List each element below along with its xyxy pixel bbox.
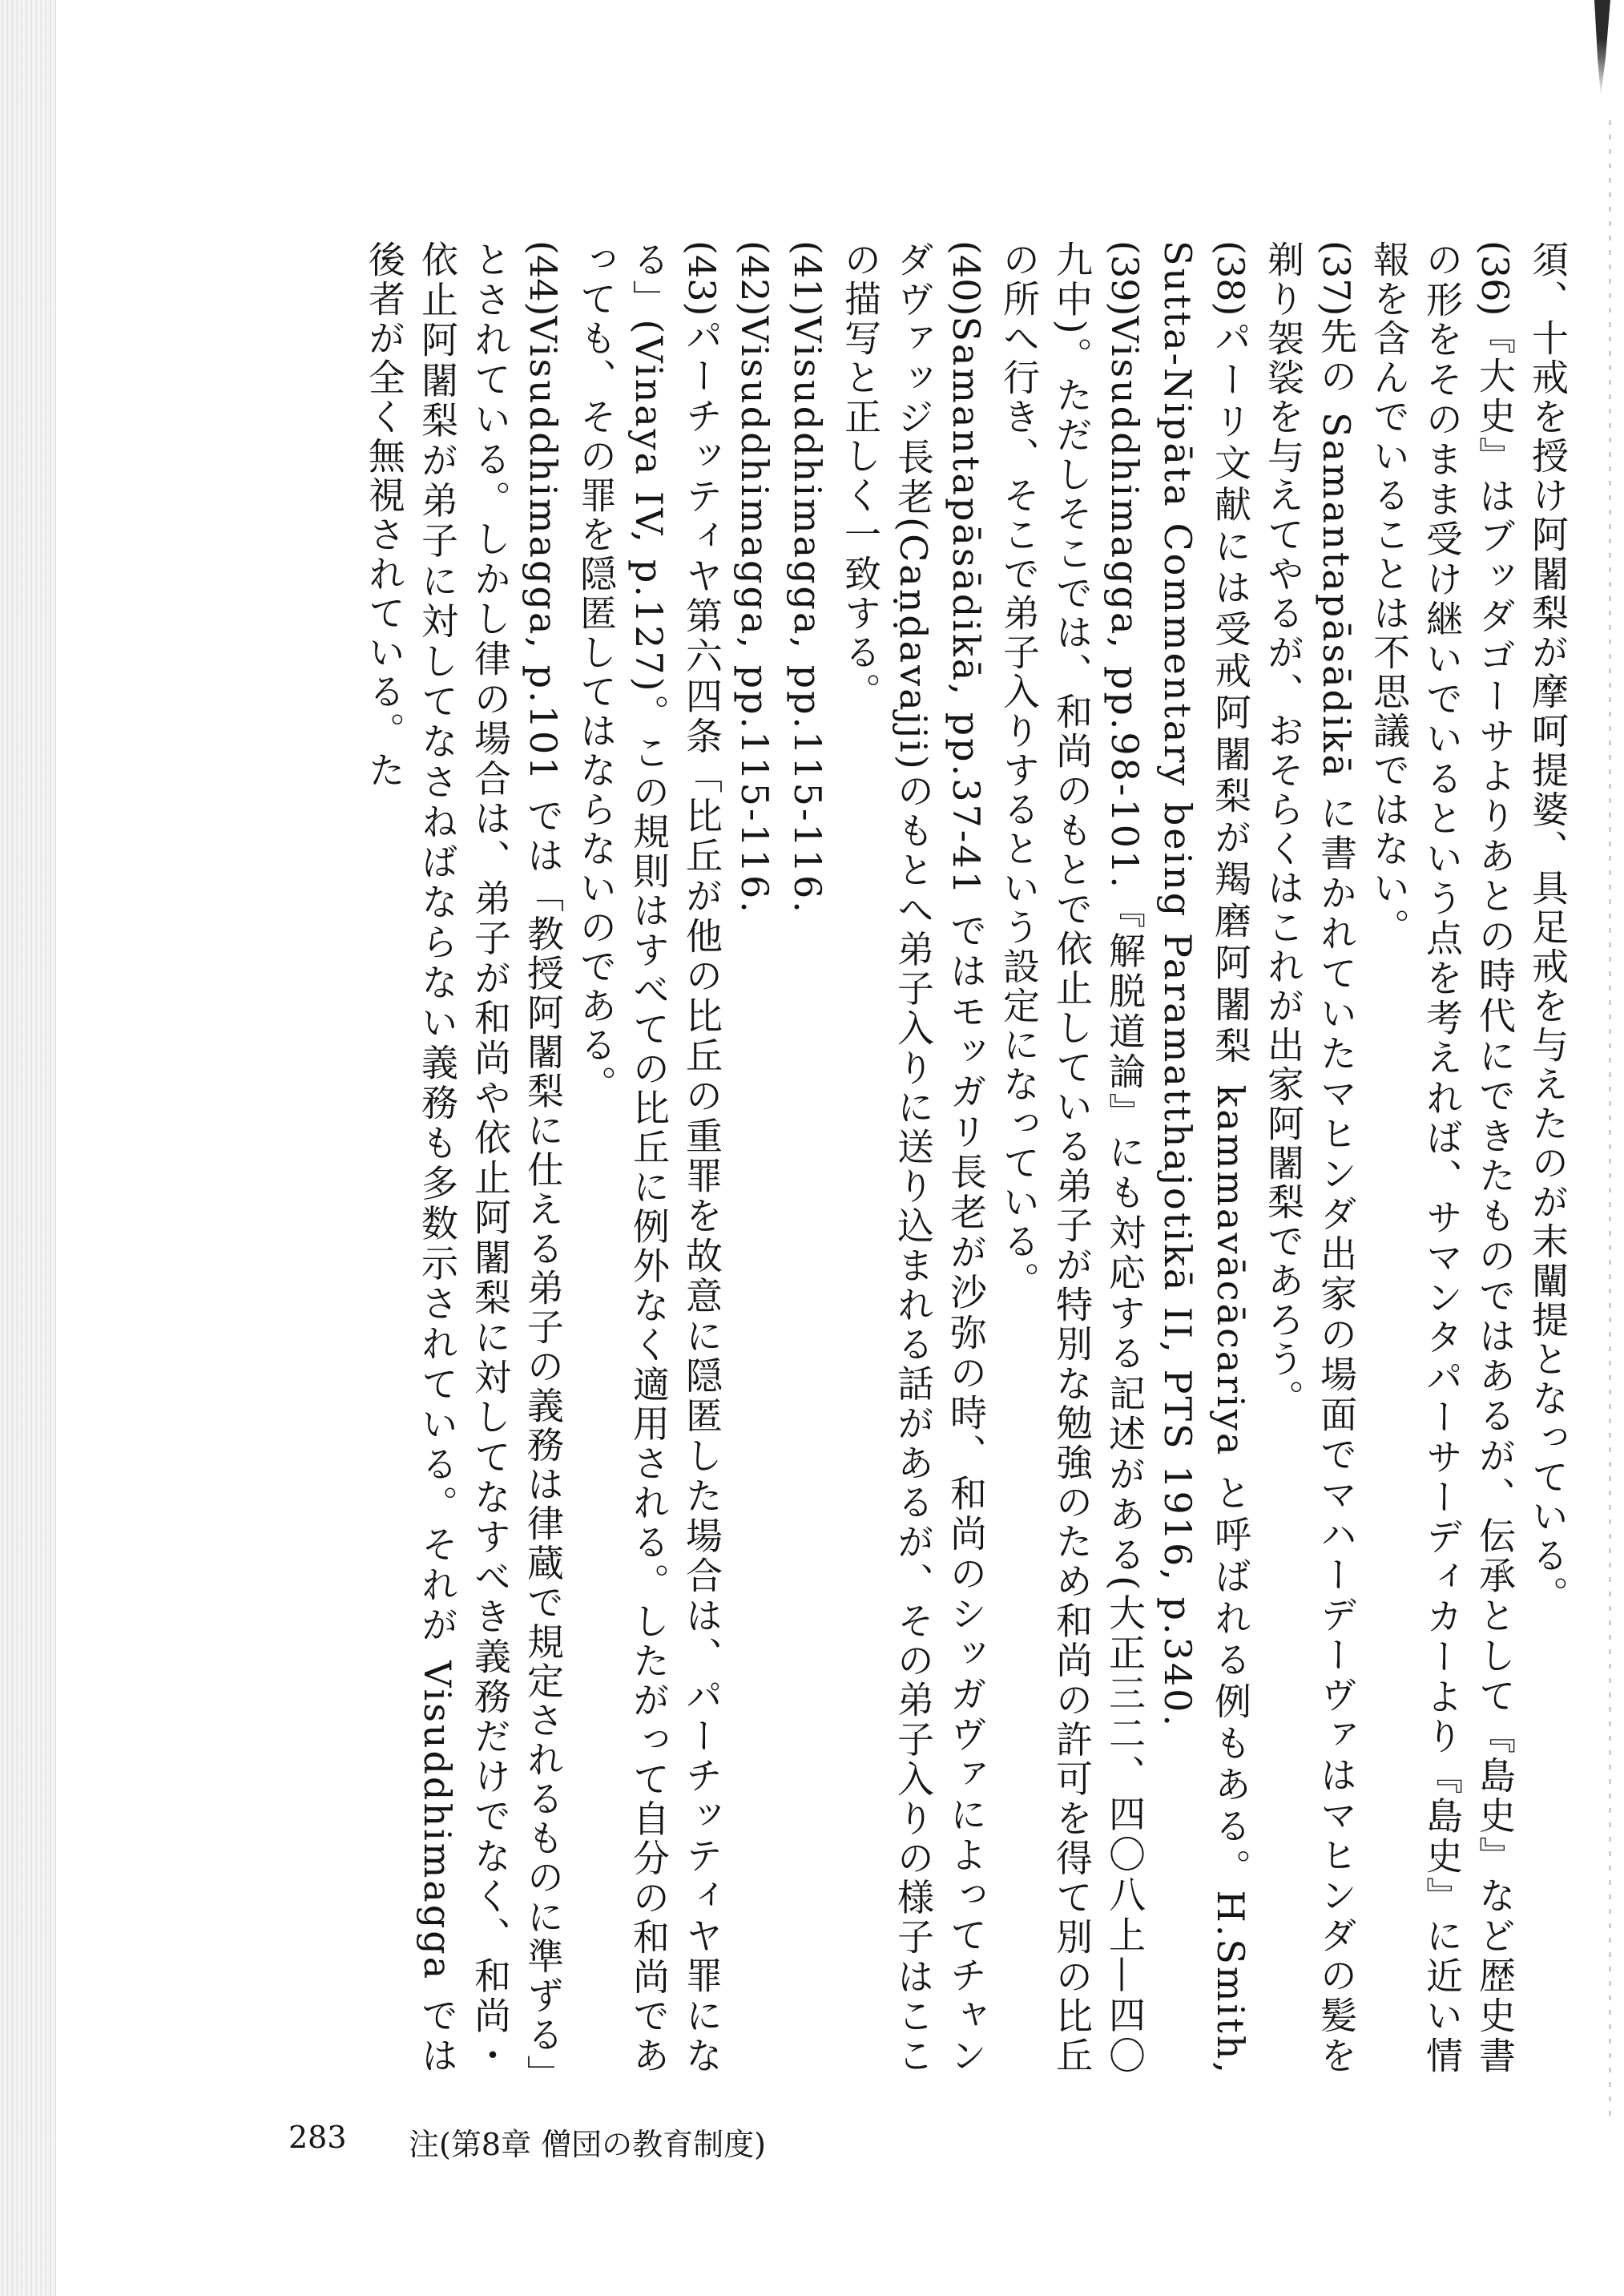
running-head: 注(第8章 僧団の教育制度): [409, 2127, 766, 2162]
notes-body: [228, 240, 1574, 2076]
note-number: (41): [786, 240, 829, 317]
note-41: [781, 240, 834, 2076]
note-text: Visuddhimagga, pp.98-101.『解脱道論』にも対応する記述がある(大正三二、四〇八上—四〇九中)。ただしそこでは、和尚のもとで依止している弟子が特別な勉強のため和尚の許可を得て別の比丘の所へ行き、そこで弟子入りするという設定になっている。: [997, 240, 1146, 2076]
note-42: [728, 240, 781, 2076]
note-number: (40): [945, 240, 988, 317]
note-text: Visuddhimagga, pp.115-116.: [733, 316, 776, 915]
note-39: [993, 240, 1151, 2076]
note-36: [1363, 240, 1521, 2076]
note-text: Visuddhimagga, pp.115-116.: [786, 316, 829, 915]
note-number: (36): [1473, 240, 1517, 317]
note-number: (39): [1103, 240, 1146, 317]
note-number: (42): [733, 240, 776, 317]
note-38: [1151, 240, 1257, 2076]
note-text: 先の Samantapāsādikā に書かれていたマヒンダ出家の場面でマハーデーヴァはマヒンダの髪を剃り袈裟を与えてやるが、おそらくはこれが出家阿闍梨であろう。: [1262, 240, 1358, 2076]
note-text: パーチッティヤ第六四条「比丘が他の比丘の重罪を故意に隠匿した場合は、パーチッティヤ罪になる」(Vinaya IV, p.127)。この規則はすべての比丘に例外なく適用される。したがって自分の和尚であっても、その罪を隠匿してはならないのである。: [574, 240, 723, 2076]
scan-edge-right: [1609, 120, 1611, 2124]
scan-shadow-left: [0, 0, 56, 2296]
note-35-continuation: [1521, 240, 1574, 2076]
note-37: [1257, 240, 1363, 2076]
note-44: [358, 240, 570, 2076]
note-text: 『大史』はブッダゴーサよりあとの時代にできたものではあるが、伝承として『島史』など歴史書の形をそのまま受け継いでいるという点を考えれば、サマンタパーサーディカーより『島史』に近い情報を含んでいることは不思議ではない。: [1368, 240, 1517, 2076]
note-number: (43): [680, 240, 723, 317]
note-number: (37): [1315, 240, 1358, 317]
note-number: (38): [1209, 240, 1252, 317]
scan-mark-top-right: [1594, 0, 1610, 96]
page-number: 283: [288, 2120, 347, 2155]
note-text: Visuddhimagga, p.101 では「教授阿闍梨に仕える弟子の義務は律蔵で規定されるものに準ずる」とされている。しかし律の場合は、弟子が和尚や依止阿闍梨に対してなすべき義務だけでなく、和尚・依止阿闍梨が弟子に対してなさねばならない義務も多数示されている。それが Visuddhimagga では後者が全く無視されている。た: [363, 240, 565, 2076]
note-43: [570, 240, 728, 2076]
note-40: [834, 240, 993, 2076]
note-text: 須、十戒を授け阿闍梨が摩呵提婆、具足戒を与えたのが末闡提となっている。: [1526, 240, 1570, 1615]
note-text: パーリ文献には受戒阿闍梨が羯磨阿闍梨 kammavācācariya と呼ばれる例もある。H.Smith, Sutta-Nipāta Commentary being Paramatthajotikā II, PTS 1916, p.340.: [1156, 240, 1252, 2076]
note-text: Samantapāsādikā, pp.37-41 ではモッガリ長老が沙弥の時、和尚のシッガヴァによってチャンダヴァッジ長老(Caṇḍavajji)のもとへ弟子入りに送り込まれる話があるが、その弟子入りの様子はここの描写と正しく一致する。: [839, 240, 988, 2076]
note-number: (44): [522, 240, 565, 317]
